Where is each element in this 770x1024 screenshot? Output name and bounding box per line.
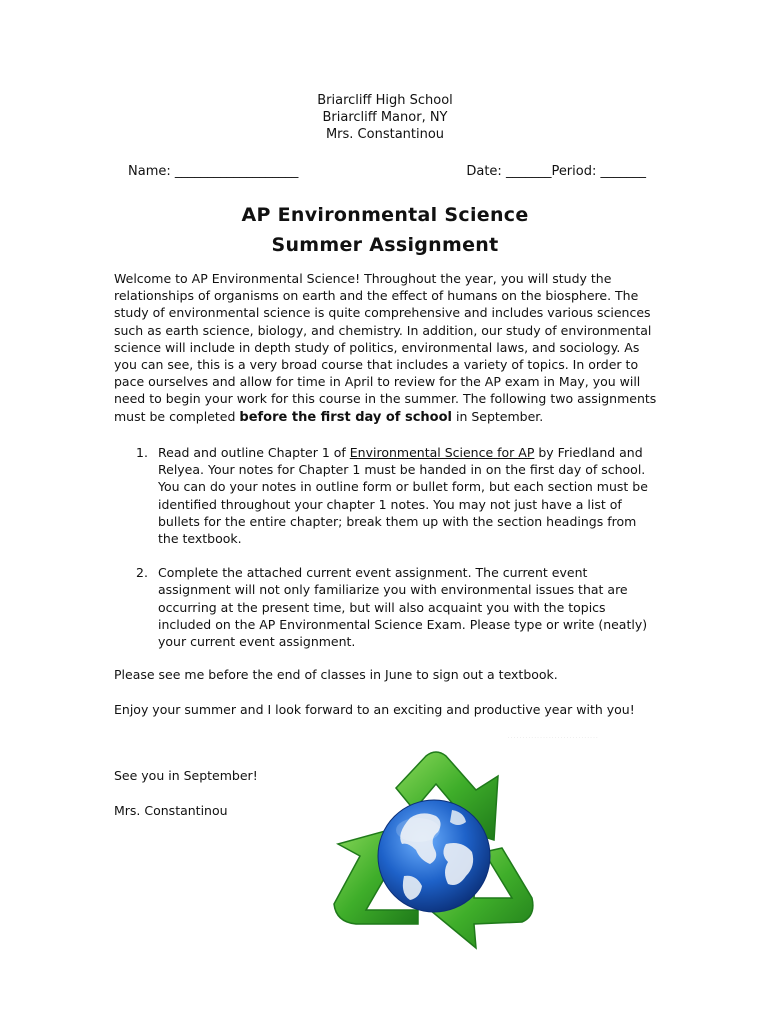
intro-text: Welcome to AP Environmental Science! Throughout the year, you will study the relationships of organisms on earth and the effect of humans on the biosphere. The study of environmental science is quite comprehensive and includes various sciences such as earth science, biology, and chemistry. In addition, our study of environmental science will include in depth study of politics, environmental laws, and sociology. As you can see, this is a very broad course that includes a variety of topics. In order to pace ourselves and allow for time in April to review for the AP exam in May, you will need to begin your work for this course in the summer. The following two assignments must be completed <box>114 271 657 424</box>
school-header <box>0 92 770 143</box>
recycle-globe-icon <box>326 748 538 954</box>
document-title <box>0 200 770 260</box>
school-name: Briarcliff High School <box>317 93 453 108</box>
textbook-note: Please see me before the end of classes in June to sign out a textbook. <box>114 667 558 682</box>
date-blank: _______ <box>505 164 552 179</box>
assignment-list <box>114 444 660 667</box>
intro-paragraph <box>114 270 660 426</box>
name-blank: ___________________ <box>174 164 299 179</box>
period-label: Period: <box>551 164 597 179</box>
title-line-1: AP Environmental Science <box>241 204 529 226</box>
list-item-number: 2. <box>136 565 148 581</box>
list-item-text: Read and outline Chapter 1 of <box>158 445 350 460</box>
book-title: Environmental Science for AP <box>349 445 535 460</box>
list-item-text-end: by Friedland and Relyea. Your notes for Chapter 1 must be handed in on the first day of school. You can do your notes in outline form or bullet form, but each section must be identified throughout your chapter 1 notes. You may not just have a list of bullets for the entire chapter; break them up with the section headings from the textbook. <box>158 445 648 547</box>
date-label: Date: <box>466 164 502 179</box>
intro-text-end: in September. <box>452 408 544 424</box>
title-line-2: Summer Assignment <box>271 234 499 256</box>
date-period-field <box>466 163 646 181</box>
see-you-note: See you in September! <box>114 768 258 783</box>
enjoy-note: Enjoy your summer and I look forward to an exciting and productive year with you! <box>114 702 635 717</box>
student-info-row <box>128 163 646 181</box>
globe-highlight <box>396 818 440 842</box>
image-watermark: · · · · · · · · · · · · · · · · · · · · · · · · · · · · · · · <box>508 735 598 740</box>
period-blank: _______ <box>600 164 646 179</box>
name-field <box>128 163 298 181</box>
intro-emphasis: before the first day of school <box>239 409 452 425</box>
signature: Mrs. Constantinou <box>114 803 228 818</box>
list-item <box>114 444 660 547</box>
school-location: Briarcliff Manor, NY <box>322 110 448 125</box>
list-item-number: 1. <box>136 445 148 460</box>
list-item <box>114 564 660 650</box>
name-label: Name: <box>128 164 171 179</box>
teacher-name: Mrs. Constantinou <box>325 127 445 142</box>
list-item-text: Complete the attached current event assignment. The current event assignment will not only familiarize you with environmental issues that are occurring at the present time, but will also acquaint you with the topics included on the AP Environmental Science Exam. Please type or write (neatly) your current event assignment. <box>158 565 648 650</box>
